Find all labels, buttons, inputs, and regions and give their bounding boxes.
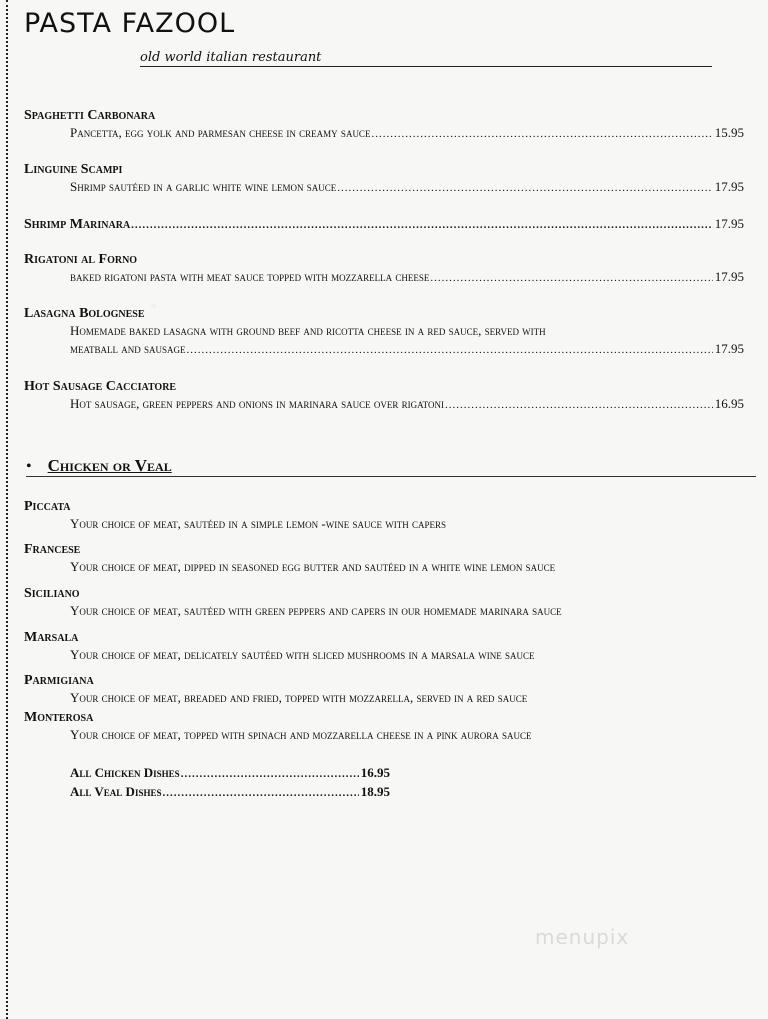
section-title: Chicken or Veal bbox=[47, 456, 172, 475]
item-description: Your choice of meat, sautéed with green peppers and capers in our homemade marinara sauce bbox=[70, 603, 562, 618]
dot-leader bbox=[187, 341, 713, 359]
total-row bbox=[70, 783, 390, 802]
item-description: Your choice of meat, dipped in seasoned egg butter and sautéed in a white wine lemon sauce bbox=[70, 559, 556, 574]
item-name-row bbox=[24, 216, 744, 233]
total-label: All Veal Dishes bbox=[70, 784, 162, 799]
item-desc-row bbox=[24, 178, 744, 197]
total-price: 18.95 bbox=[360, 784, 390, 799]
dot-leader bbox=[337, 179, 713, 197]
item-name: Shrimp Marinara bbox=[24, 217, 131, 232]
item-price: 17.95 bbox=[714, 216, 744, 231]
item-description: Your choice of meat, sautéed in a simple lemon -wine sauce with capers bbox=[70, 516, 446, 531]
item-description: Pancetta, egg yolk and parmesan cheese in creamy sauce bbox=[70, 125, 371, 140]
menu-item bbox=[24, 216, 744, 233]
menu-item bbox=[24, 306, 744, 359]
item-name: Parmigiana bbox=[24, 673, 94, 688]
restaurant-tagline: old world italian restaurant bbox=[140, 50, 712, 67]
menu-item bbox=[24, 710, 744, 744]
menu-item bbox=[24, 108, 744, 143]
bullet-icon: • bbox=[26, 458, 32, 475]
price-totals bbox=[70, 764, 390, 802]
item-name: Monterosa bbox=[24, 710, 94, 725]
restaurant-name: PASTA FAZOOL bbox=[24, 8, 236, 39]
item-price: 15.95 bbox=[714, 125, 744, 140]
item-desc-row bbox=[24, 268, 744, 287]
menu-item bbox=[24, 542, 744, 576]
dot-leader bbox=[445, 396, 713, 414]
section-header bbox=[26, 456, 756, 477]
item-price: 17.95 bbox=[714, 179, 744, 194]
menu-item bbox=[24, 252, 744, 287]
item-name: Linguine Scampi bbox=[24, 162, 123, 177]
total-row bbox=[70, 764, 390, 783]
item-name: Marsala bbox=[24, 630, 79, 645]
item-description: baked rigatoni pasta with meat sauce topped with mozzarella cheese bbox=[70, 269, 430, 284]
item-price: 17.95 bbox=[714, 269, 744, 284]
item-name: Lasagna Bolognese bbox=[24, 306, 145, 321]
item-name: Spaghetti Carbonara bbox=[24, 108, 156, 123]
watermark: menupix bbox=[535, 925, 630, 949]
item-name: Siciliano bbox=[24, 586, 80, 601]
item-description: Hot sausage, green peppers and onions in marinara sauce over rigatoni bbox=[70, 396, 444, 411]
item-desc-row bbox=[24, 395, 744, 414]
menu-item bbox=[24, 379, 744, 414]
total-label: All Chicken Dishes bbox=[70, 765, 180, 780]
item-desc-row bbox=[24, 124, 744, 143]
dot-leader bbox=[371, 125, 713, 143]
total-price: 16.95 bbox=[360, 765, 390, 780]
menu-item bbox=[24, 162, 744, 197]
item-desc-row bbox=[24, 340, 744, 359]
item-description-cont: meatball and sausage bbox=[70, 341, 186, 356]
item-name: Hot Sausage Cacciatore bbox=[24, 379, 177, 394]
item-name: Piccata bbox=[24, 499, 71, 514]
dot-leader bbox=[430, 269, 713, 287]
dot-leader bbox=[162, 785, 359, 802]
item-name: Rigatoni al Forno bbox=[24, 252, 138, 267]
menu-item bbox=[24, 586, 744, 620]
menu-item bbox=[24, 499, 744, 533]
item-name: Francese bbox=[24, 542, 81, 557]
item-description: Your choice of meat, topped with spinach and mozzarella cheese in a pink aurora sauce bbox=[70, 727, 532, 742]
dot-leader bbox=[131, 217, 713, 233]
menu-item bbox=[24, 673, 744, 707]
item-description: Your choice of meat, breaded and fried, topped with mozzarella, served in a red sauce bbox=[70, 690, 528, 705]
item-description: Shrimp sautéed in a garlic white wine lemon sauce bbox=[70, 179, 337, 194]
menu-item bbox=[24, 630, 744, 664]
binding-edge bbox=[6, 0, 11, 1019]
item-price: 17.95 bbox=[714, 341, 744, 356]
item-description: Your choice of meat, delicately sautéed with sliced mushrooms in a marsala wine sauce bbox=[70, 647, 535, 662]
dot-leader bbox=[181, 766, 359, 783]
item-description: Homemade baked lasagna with ground beef and ricotta cheese in a red sauce, served with bbox=[70, 323, 546, 338]
item-price: 16.95 bbox=[714, 396, 744, 411]
